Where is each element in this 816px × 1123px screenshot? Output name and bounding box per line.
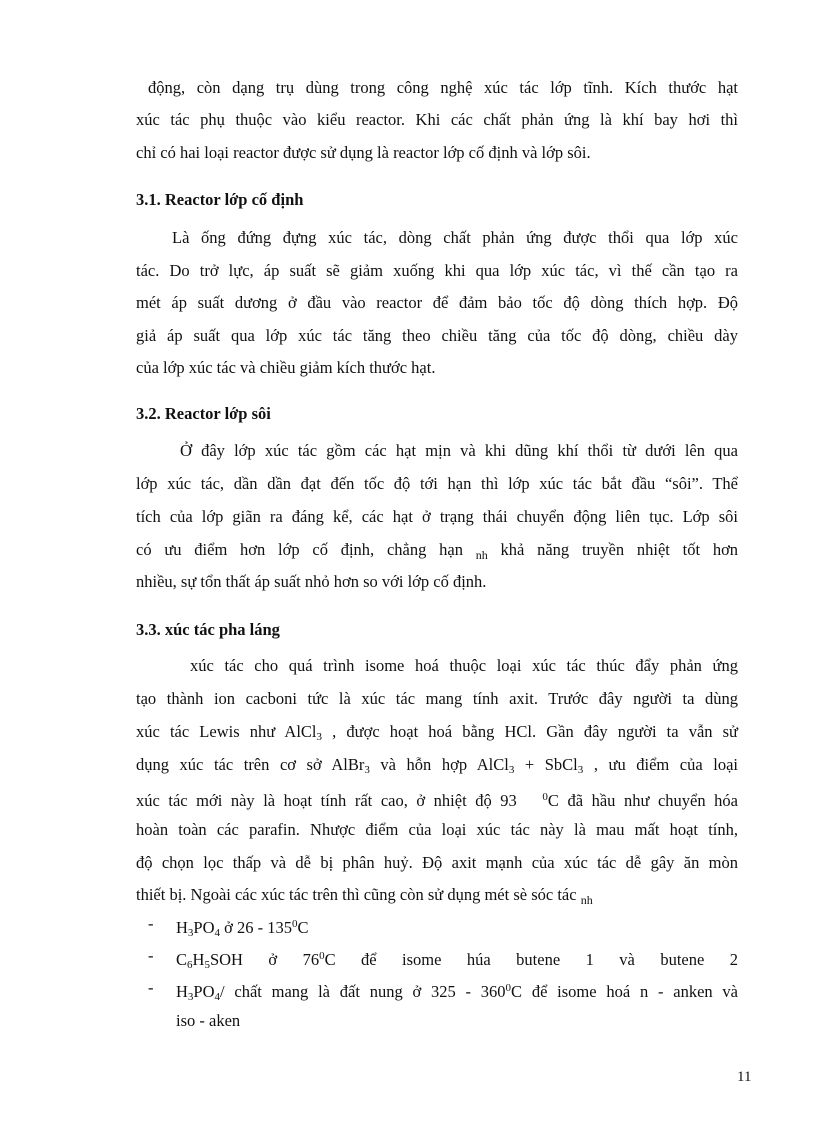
text: và hỗn hợp AlCl [380, 755, 509, 774]
text: C đã hầu như chuyển hóa [547, 791, 738, 810]
text: nh [580, 893, 593, 907]
text: giả áp suất qua lớp xúc tác tăng theo chiều tăng của tốc độ dòng, chiều dày [136, 326, 738, 345]
bullet-item [176, 978, 738, 1007]
subscript: 6 [187, 959, 193, 971]
text: dụng xúc tác trên cơ sở AlBr [136, 755, 365, 774]
text: iso - aken [176, 1011, 241, 1030]
text: động, còn dạng trụ dùng trong công nghệ xúc tác lớp tĩnh. Kích thước hạt [148, 78, 738, 97]
text: , được hoạt hoá bằng HCl. Gần đây người ta vẫn sử [332, 722, 739, 741]
bullet-dash: - [148, 914, 154, 933]
bullet-item [176, 946, 738, 975]
paragraph-line [136, 507, 738, 527]
text: khả năng truyền nhiệt tốt hơn [500, 540, 739, 559]
text: tác. Do trở lực, áp suất sẽ giảm xuống khi qua lớp xúc tác, vì thế cần tạo ra [136, 261, 738, 280]
text: Là ống đứng đựng xúc tác, dòng chất phản ứng được thổi qua lớp xúc [172, 228, 738, 247]
paragraph-line [136, 722, 738, 747]
subscript: 3 [508, 764, 515, 776]
paragraph-line [136, 755, 738, 780]
superscript: 0 [319, 950, 325, 962]
paragraph-line [136, 474, 738, 494]
text: chỉ có hai loại reactor được sử dụng là reactor lớp cố định và lớp sôi. [136, 143, 591, 162]
text: tạo thành ion cacboni tức là xúc tác mang tính axit. Trước đây người ta dùng [136, 689, 738, 708]
subscript: 5 [204, 959, 210, 971]
text: độ chọn lọc thấp và dễ bị phân huỷ. Độ axit mạnh của xúc tác dễ gây ăn mòn [136, 853, 738, 872]
text: PO [193, 982, 215, 1001]
subscript: 3 [577, 764, 584, 776]
text: PO [193, 918, 215, 937]
text: H [176, 918, 188, 937]
superscript: 0 [542, 791, 548, 803]
bullet-item-continuation [176, 1011, 738, 1031]
text: xúc tác cho quá trình isome hoá thuộc loại xúc tác thúc đẩy phản ứng [190, 656, 738, 675]
paragraph-line [148, 78, 738, 98]
text: Ở đây lớp xúc tác gồm các hạt mịn và khi dũng khí thổi từ dưới lên qua [180, 441, 738, 460]
paragraph-line [190, 656, 738, 676]
text: hoàn toàn các parafin. Nhược điểm của loại xúc tác này là mau mất hoạt tính, [136, 820, 738, 839]
superscript: 0 [292, 918, 298, 930]
text: C để isome hoá n - anken và [511, 982, 739, 1001]
subscript: 4 [214, 927, 221, 939]
paragraph-line [136, 689, 738, 709]
text: xúc tác Lewis như AlCl [136, 722, 317, 741]
subscript: 3 [187, 927, 194, 939]
paragraph-line [180, 441, 738, 461]
subscript: 3 [364, 764, 370, 776]
page-number: 11 [737, 1069, 752, 1085]
text: có ưu điểm hơn lớp cố định, chẳng hạn [136, 540, 463, 559]
paragraph-line [136, 540, 738, 565]
text: mét áp suất dương ở đầu vào reactor để đảm bảo tốc độ dòng thích hợp. Độ [136, 293, 738, 312]
subscript: 4 [214, 991, 221, 1003]
text: xúc tác phụ thuộc vào kiểu reactor. Khi các chất phản ứng là khí bay hơi thì [136, 110, 738, 129]
bullet-dash: - [148, 978, 154, 997]
text: H [176, 982, 188, 1001]
section-heading-3-2: 3.2. Reactor lớp sôi [136, 404, 271, 423]
paragraph-line [136, 787, 738, 811]
paragraph-line [136, 572, 738, 592]
text: SOH ở 76 [209, 950, 320, 969]
paragraph-line [172, 228, 738, 248]
text: / chất mang là đất nung ở 325 - 360 [220, 982, 506, 1001]
text: H [192, 950, 205, 969]
paragraph-line [136, 326, 738, 346]
text: C để isome húa butene 1 và butene 2 [324, 950, 739, 969]
text: thiết bị. Ngoài các xúc tác trên thì cũng còn sử dụng mét sè sóc tác [136, 885, 577, 904]
text: , ưu điểm của loại [593, 755, 739, 774]
text: nhiều, sự tổn thất áp suất nhỏ hơn so với lớp cố định. [136, 572, 487, 591]
text: + SbCl [524, 755, 578, 774]
superscript: 0 [505, 982, 512, 994]
text: lớp xúc tác, dần dần đạt đến tốc độ tới hạn thì lớp xúc tác bắt đầu “sôi”. Thể [136, 474, 738, 493]
subscript: 3 [316, 731, 323, 743]
paragraph-line [136, 293, 738, 313]
subscript: 3 [187, 991, 194, 1003]
section-heading-3-3: 3.3. xúc tác pha láng [136, 620, 280, 639]
text: C [297, 918, 309, 937]
bullet-item [176, 914, 738, 943]
text: nh [475, 548, 488, 562]
paragraph-line [136, 820, 738, 840]
text: xúc tác mới này là hoạt tính rất cao, ở nhiệt độ 93 [136, 791, 517, 810]
paragraph-line [136, 110, 738, 130]
text: của lớp xúc tác và chiều giảm kích thước hạt. [136, 358, 436, 377]
paragraph-line [136, 853, 738, 873]
text: ở 26 - 135 [224, 918, 292, 937]
bullet-dash: - [148, 946, 154, 965]
section-heading-3-1: 3.1. Reactor lớp cố định [136, 190, 304, 209]
paragraph-line [136, 143, 738, 163]
paragraph-line [136, 358, 738, 378]
text: tích của lớp giãn ra đáng kể, các hạt ở trạng thái chuyển động liên tục. Lớp sôi [136, 507, 738, 526]
text: C [176, 950, 188, 969]
paragraph-line [136, 261, 738, 281]
paragraph-line [136, 885, 738, 910]
